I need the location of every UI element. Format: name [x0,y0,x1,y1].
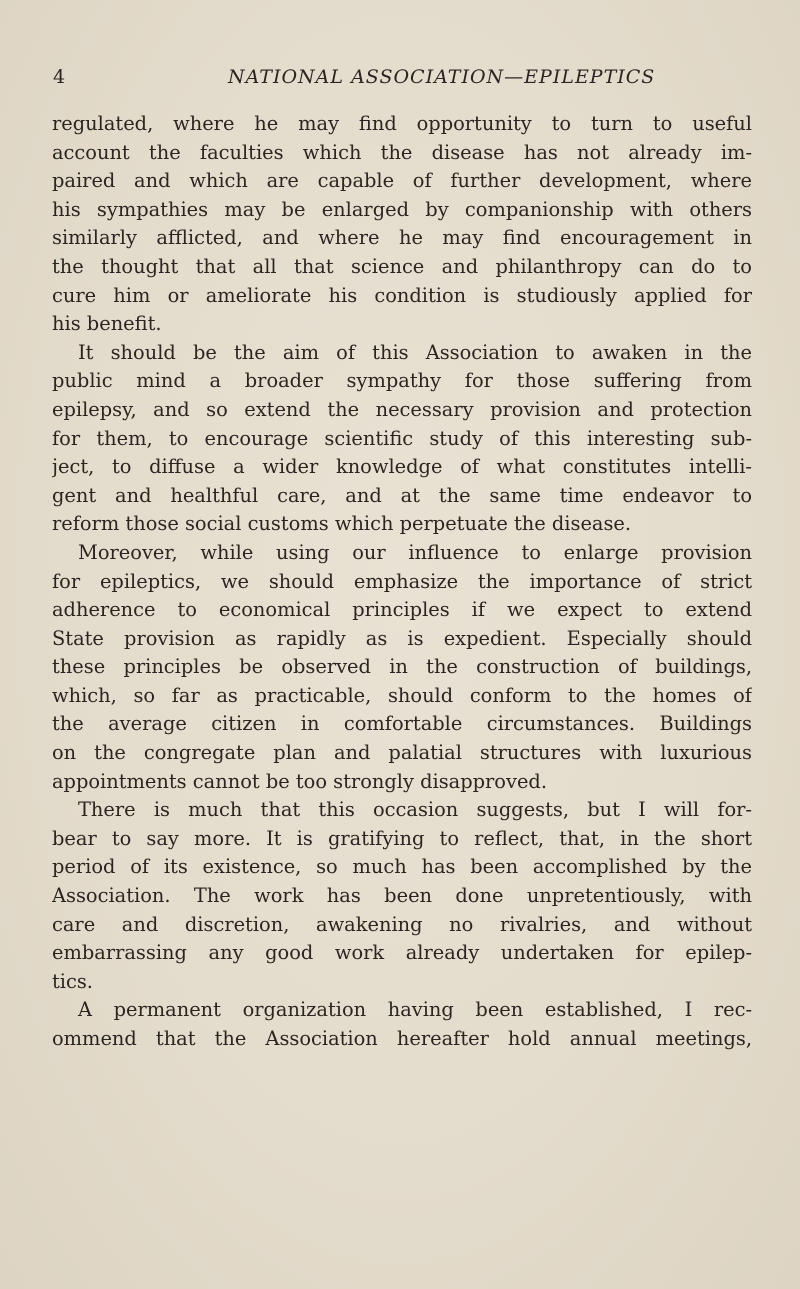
text-line: account the faculties which the disease has not already im- [52,140,752,164]
text-line: period of its existence, so much has been accomplished by the [52,855,752,879]
text-line: his sympathies may be enlarged by companionship with others [52,197,752,221]
text-line: bear to say more. It is gratifying to reflect, that, in the short [52,826,752,850]
text-line: his benefit. [52,312,162,336]
text-line: A permanent organization having been established, I rec- [78,998,752,1022]
body-text [52,110,752,1054]
text-line: similarly afflicted, and where he may find encouragement in [52,226,752,250]
text-line: which, so far as practicable, should conform to the homes of [52,683,752,707]
text-line: paired and which are capable of further development, where [52,169,752,193]
text-line: Association. The work has been done unpretentiously, with [52,884,752,908]
text-line: epilepsy, and so extend the necessary provision and protection [52,397,752,421]
text-line: the average citizen in comfortable circumstances. Buildings [52,712,752,736]
text-line: for epileptics, we should emphasize the importance of strict [52,569,752,593]
text-line: tics. [52,969,93,993]
text-line: cure him or ameliorate his condition is studiously applied for [52,283,752,307]
text-line: There is much that this occasion suggests, but I will for- [78,798,752,822]
text-line: gent and healthful care, and at the same time endeavor to [52,483,752,507]
text-line: Moreover, while using our influence to enlarge provision [78,540,752,564]
text-line: ommend that the Association hereafter hold annual meetings, [52,1027,752,1050]
text-line: the thought that all that science and philanthropy can do to [52,254,752,278]
text-line: regulated, where he may find opportunity to turn to useful [52,112,752,135]
text-line: State provision as rapidly as is expedient. Especially should [52,626,752,650]
text-line: public mind a broader sympathy for those suffering from [52,369,752,393]
text-line: embarrassing any good work already undertaken for epilep- [52,941,752,965]
running-head: NATIONAL ASSOCIATION—EPILEPTICS [228,66,656,88]
text-line: ject, to diffuse a wider knowledge of what constitutes intelli- [52,455,752,479]
page-header [53,66,753,92]
text-line: appointments cannot be too strongly disapproved. [52,769,547,793]
text-line: care and discretion, awakening no rivalries, and without [52,912,752,936]
page-number: 4 [53,66,66,88]
text-line: It should be the aim of this Association to awaken in the [78,340,752,364]
text-line: on the congregate plan and palatial structures with luxurious [52,741,752,765]
text-line: these principles be observed in the construction of buildings, [52,655,752,679]
text-line: for them, to encourage scientific study of this interesting sub- [52,426,752,450]
text-line: reform those social customs which perpetuate the disease. [52,512,632,536]
text-line: adherence to economical principles if we expect to extend [52,598,752,622]
